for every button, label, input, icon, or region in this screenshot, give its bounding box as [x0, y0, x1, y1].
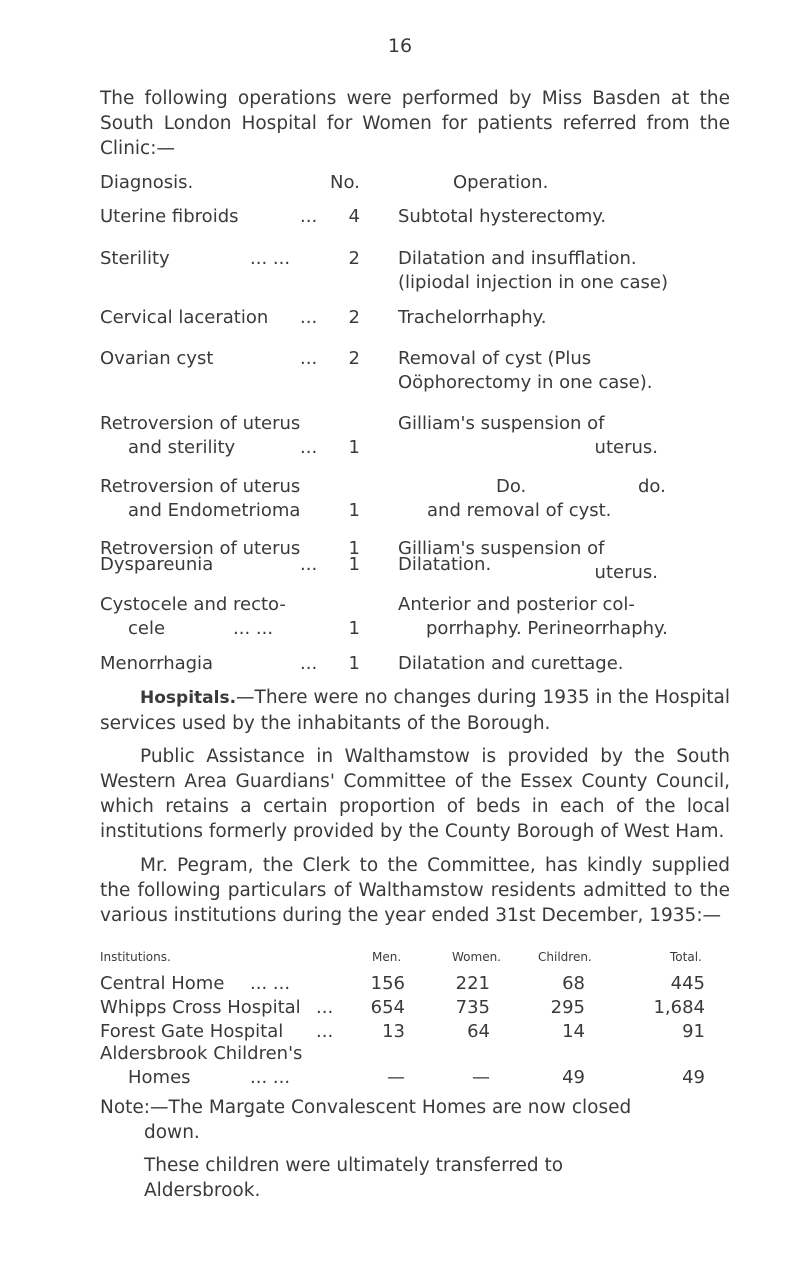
hospitals-text: —There were no changes during 1935 in the Hospital services used by the inhabitants of the Borough.: [100, 687, 730, 734]
count: 2: [348, 307, 360, 328]
leader-dots: ...: [300, 307, 318, 328]
count: 1: [348, 618, 360, 639]
count: 2: [348, 248, 360, 269]
operation-line: (lipiodal injection in one case): [398, 272, 668, 293]
women-count: 735: [455, 997, 490, 1018]
women-count: 221: [455, 973, 490, 994]
diagnosis: Sterility: [100, 248, 170, 269]
diagnosis: Ovarian cyst: [100, 348, 214, 369]
note-line: Aldersbrook.: [144, 1180, 261, 1201]
pegram-paragraph: Mr. Pegram, the Clerk to the Committee, has kindly supplied the following particulars of Walthamstow residents admitted to the various institutions during the year ended 31st December, 1935:—: [100, 855, 730, 926]
page-number: 16: [387, 35, 413, 57]
note-line: down.: [144, 1122, 200, 1143]
leader-dots: ...: [300, 206, 318, 227]
children-count: 295: [550, 997, 585, 1018]
diagnosis-line: Retroversion of uterus: [100, 413, 301, 434]
header-institutions: Institutions.: [100, 950, 171, 964]
header-diagnosis: Diagnosis.: [100, 172, 194, 193]
hospitals-paragraph: [100, 685, 730, 736]
note-line: These children were ultimately transferred to: [144, 1155, 564, 1176]
operation-line: Dilatation and insufflation.: [398, 248, 637, 269]
note-label: Note:: [100, 1097, 151, 1118]
operation-line: Gilliam's suspension of: [398, 413, 605, 434]
operation-line: and removal of cyst.: [427, 500, 612, 521]
operation: [398, 593, 728, 641]
operation-line: uterus.: [594, 562, 658, 583]
diagnosis: Uterine fibroids: [100, 206, 239, 227]
note: [100, 1095, 740, 1203]
men-count: 654: [370, 997, 405, 1018]
leader-dots: ...: [300, 437, 318, 458]
note-text: —The Margate Convalescent Homes are now closed: [150, 1097, 632, 1118]
count: 1: [348, 500, 360, 521]
leader-dots: ...: [300, 348, 318, 369]
leader-dots: ... ...: [250, 1067, 291, 1088]
operation-line: Gilliam's suspension of: [398, 538, 605, 559]
men-count: —: [387, 1067, 405, 1088]
hospitals-heading: Hospitals.: [140, 688, 237, 708]
count: 2: [348, 348, 360, 369]
count: 1: [348, 554, 360, 575]
total-count: 91: [682, 1021, 705, 1042]
diagnosis: Cervical laceration: [100, 307, 269, 328]
leader-dots: ... ...: [233, 618, 274, 639]
header-men: Men.: [372, 950, 402, 964]
diagnosis-line: Cystocele and recto-: [100, 594, 286, 615]
total-count: 1,684: [653, 997, 705, 1018]
operation: [398, 412, 728, 460]
diagnosis-line: Retroversion of uterus: [100, 476, 301, 497]
operation-line: porrhaphy. Perineorrhaphy.: [426, 618, 668, 639]
public-assistance-paragraph: Public Assistance in Walthamstow is provided by the South Western Area Guardians' Committee of the Essex County Council, which retains a certain proportion of beds in each of the local institutions formerly provided by the County Borough of West Ham.: [100, 746, 730, 842]
men-count: 156: [370, 973, 405, 994]
total-count: 445: [670, 973, 705, 994]
operation-line: Oöphorectomy in one case).: [398, 372, 653, 393]
leader-dots: ... ...: [250, 248, 291, 269]
ditto-word: do.: [638, 476, 666, 497]
institution-name-line: Homes: [128, 1067, 191, 1088]
institution-name: Central Home: [100, 973, 225, 994]
diagnosis: Retroversion of uterus: [100, 538, 301, 559]
header-women: Women.: [452, 950, 501, 964]
operation: [398, 475, 728, 523]
count: 4: [348, 206, 360, 227]
leader-dots: ...: [300, 653, 318, 674]
operation-line: [398, 475, 728, 499]
diagnosis-line: and Endometrioma: [128, 500, 301, 521]
ditto-word: Do.: [496, 476, 527, 497]
count: 1: [348, 437, 360, 458]
operation: Dilatation.: [398, 554, 492, 575]
leader-dots: ... ...: [250, 973, 291, 994]
children-count: 14: [562, 1021, 585, 1042]
header-children: Children.: [538, 950, 592, 964]
operation: Trachelorrhaphy.: [398, 307, 547, 328]
operation-line: Anterior and posterior col-: [398, 594, 635, 615]
operation: [398, 347, 728, 395]
header-operation: Operation.: [453, 172, 549, 193]
institution-name-line: Aldersbrook Children's: [100, 1043, 303, 1064]
count: 1: [348, 653, 360, 674]
children-count: 49: [562, 1067, 585, 1088]
diagnosis: [100, 475, 340, 523]
operation-line: Removal of cyst (Plus: [398, 348, 592, 369]
diagnosis-line: cele: [128, 618, 166, 639]
intro-paragraph: The following operations were performed by Miss Basden at the South London Hospital for Women for patients referred from the Clinic:—: [100, 88, 730, 159]
institution-name: Whipps Cross Hospital: [100, 997, 301, 1018]
operation-line: uterus.: [594, 437, 658, 458]
operation: [398, 247, 728, 295]
diagnosis: Menorrhagia: [100, 653, 214, 674]
operation: Subtotal hysterectomy.: [398, 206, 607, 227]
operation: Dilatation and curettage.: [398, 653, 624, 674]
leader-dots: ...: [300, 554, 318, 575]
diagnosis: Dyspareunia: [100, 554, 214, 575]
header-no: No.: [330, 172, 360, 193]
children-count: 68: [562, 973, 585, 994]
men-count: 13: [382, 1021, 405, 1042]
diagnosis-line: and sterility: [128, 437, 236, 458]
count: 1: [348, 538, 360, 559]
women-count: 64: [467, 1021, 490, 1042]
header-total: Total.: [670, 950, 702, 964]
women-count: —: [472, 1067, 490, 1088]
institution-name: Forest Gate Hospital: [100, 1021, 284, 1042]
leader-dots: ...: [316, 997, 334, 1018]
note-line: [100, 1095, 740, 1120]
total-count: 49: [682, 1067, 705, 1088]
leader-dots: ...: [316, 1021, 334, 1042]
